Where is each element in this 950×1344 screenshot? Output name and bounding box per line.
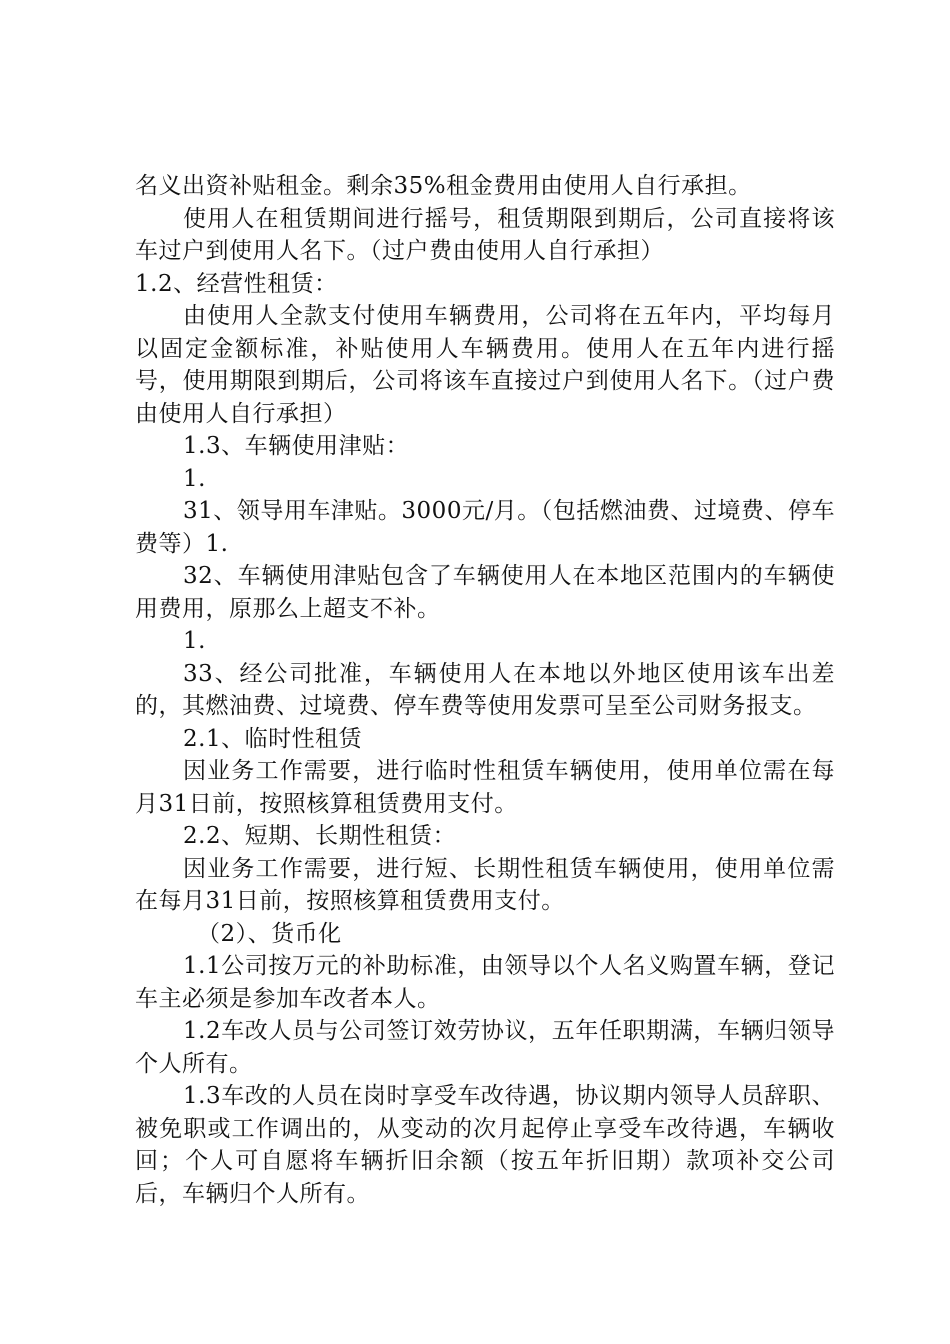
paragraph-2: 使用人在租赁期间进行摇号，租赁期限到期后，公司直接将该车过户到使用人名下。（过户费由使用人自行承担） [135,205,835,264]
paragraph-4: 由使用人全款支付使用车辆费用，公司将在五年内，平均每月以固定金额标准，补贴使用人车辆费用。使用人在五年内进行摇号，使用期限到期后，公司将该车直接过户到使用人名下。（过户费由使用人自行承担） [135,303,835,427]
paragraph-1: 名义出资补贴租金。剩余35%租金费用由使用人自行承担。 [135,173,752,199]
paragraph-12: 因业务工作需要，进行临时性租赁车辆使用，使用单位需在每月31日前，按照核算租赁费用支付。 [135,758,835,817]
section-heading-2-1: 2.1、临时性租赁 [183,725,363,752]
document-body [135,170,835,1210]
paragraph-10: 33、经公司批准，车辆使用人在本地以外地区使用该车出差的，其燃油费、过境费、停车费等使用发票可呈至公司财务报支。 [135,660,835,719]
section-heading-1-2: 1.2、经营性租赁： [135,270,338,297]
paragraph-17: 1.2车改人员与公司签订效劳协议，五年任职期满，车辆归领导个人所有。 [135,1018,835,1077]
paragraph-9: 1. [183,628,206,654]
paragraph-6: 1. [183,465,206,492]
paragraph-7: 31、领导用车津贴。3000元/月。（包括燃油费、过境费、停车费等）1. [135,498,835,557]
section-heading-1-3: 1.3、车辆使用津贴： [183,433,410,459]
section-heading-monetization: （2）、货币化 [197,920,342,947]
paragraph-18: 1.3车改的人员在岗时享受车改待遇，协议期内领导人员辞职、被免职或工作调出的，从变动的次月起停止享受车改待遇，车辆收回；个人可自愿将车辆折旧余额（按五年折旧期）款项补交公司后，车辆归个人所有。 [135,1083,835,1207]
paragraph-16: 1.1公司按万元的补助标准，由领导以个人名义购置车辆，登记车主必须是参加车改者本人。 [135,953,835,1012]
paragraph-8: 32、车辆使用津贴包含了车辆使用人在本地区范围内的车辆使用费用，原那么上超支不补。 [135,563,835,622]
paragraph-14: 因业务工作需要，进行短、长期性租赁车辆使用，使用单位需在每月31日前，按照核算租赁费用支付。 [135,855,835,914]
section-heading-2-2: 2.2、短期、长期性租赁： [183,823,457,849]
